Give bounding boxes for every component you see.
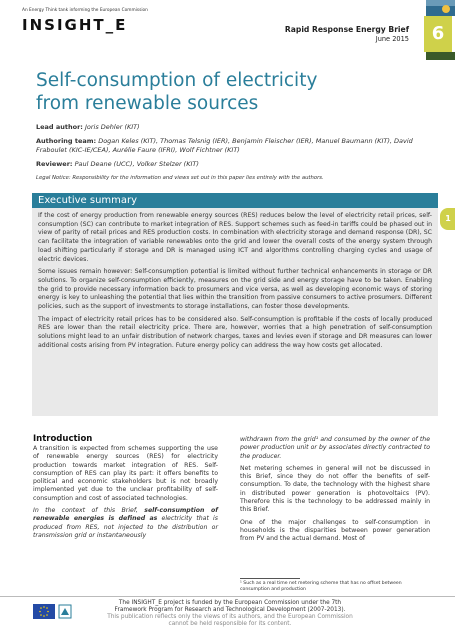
introduction-definition [33, 507, 218, 540]
footnote: ¹ Such as a real time net metering scheme that has no offset between consumption and production [240, 581, 402, 592]
introduction-paragraph [240, 436, 430, 461]
authoring-team-value: Dogan Keles (KIT), Thomas Telsnig (IER), Benjamin Fleischer (IER), Manuel Baumann (KIT), David Fraboulet (KIC-IE/CEA), Aurélie Faure (IFRI), Wolf Fichtner (KIT) [36, 137, 413, 154]
executive-summary-paragraph: The impact of electricity retail prices has to be considered also. Self-consumption is profitable if the costs of locally produced RES are lower than the retail electricity price. There are, however, worries that a high penetration of self-consumption solutions might lead to an unfair distribution of network charges, taxes and levies even if storage and DR measures can lower additional costs arising from PV integration. Future energy policy can address the way how costs get allocated. [38, 315, 432, 349]
insight-e-logo: INSIGHT_E [22, 16, 128, 34]
legal-notice: Legal Notice: Responsibility for the information and views set out in this paper lies entirely with the authors. [36, 175, 324, 181]
issue-number-badge: 6 [424, 16, 452, 52]
introduction-paragraph: Net metering schemes in general will not be discussed in this Brief, since they do not offer the benefits of self-consumption. To date, the technology with the highest share in distributed power generation is photovoltaics (PV). Therefore this is the technology to be addressed mainly in this Brief. [240, 464, 430, 514]
reviewer-label: Reviewer: [36, 160, 73, 168]
authoring-team-label: Authoring team: [36, 137, 97, 145]
footer-disclaimer: This publication reflects only the views of its authors, and the European Commission [107, 614, 353, 620]
brief-info [279, 20, 421, 46]
continued-definition: withdrawn from the grid¹ and consumed by the owner of the power production unit or by associates directly contracted to the producer. [240, 436, 430, 460]
authoring-team [36, 137, 426, 155]
brief-date: June 2015 [375, 35, 409, 43]
executive-summary-paragraph: If the cost of energy production from renewable energy sources (RES) reduces below the level of electricity retail prices, self-consumption (SC) can contribute to market integration of RES. Support schemes such as feed-in tariffs could be phased out in view of parity of retail prices and RES production costs. In combination with electricity storage and demand response (DR), SC can facilitate the integration of variable renewables onto the grid and lower the overall costs of the energy system through load shifting particularly if storage and DR is managed using ICT and algorithms controlling charging cycles and usage of electric devices. [38, 212, 432, 263]
executive-summary-heading: Executive summary [32, 193, 438, 208]
definition-bold: self-consumption of renewable energies is defined as [33, 507, 218, 523]
introduction-paragraph: A transition is expected from schemes supporting the use of renewable energy sources (RES) for electricity production towards market integration of RES. Self-consumption of RES can play its part: it offers benefits to political and economic stakeholders but is not broadly implemented yet due to the unclear profitability of self-consumption and cost of associated technologies. [33, 445, 218, 502]
executive-summary-paragraph: Some issues remain however: Self-consumption potential is limited without further technical enhancements in storage or DR solutions. To organize self-consumption efficiently, measures on the grid side and energy storage have to be taken. Enabling the grid to provide necessary information back to prosumers and vice versa, as well as developing economic ways of storing energy is key to unleashing the potential that lies within the transition from passive consumers to active prosumers. Different policies, such as the support of investments to storage installations, can foster those developments. [38, 268, 432, 311]
introduction-paragraph: One of the major challenges to self-consumption in households is the disparities between power generation from PV and the actual demand. Most of [240, 518, 430, 543]
fp7-logo-icon [58, 604, 72, 619]
reviewer [36, 160, 426, 169]
lead-author-label: Lead author: [36, 123, 83, 131]
tagline: An Energy Think tank informing the European Commission [22, 8, 148, 13]
definition-end: electricity that is produced from RES, not injected to the distribution or transmission grid or instantaneously [33, 515, 218, 539]
footer-line: Framework Program for Research and Technological Development (2007-2013). [114, 607, 346, 613]
page-title: Self-consumption of electricity from renewable sources [36, 70, 318, 114]
definition-start: In the context of this Brief, [33, 507, 145, 515]
footer-line: The INSIGHT_E project is funded by the European Commission under the 7th [118, 600, 342, 606]
page-header [0, 0, 455, 56]
page-badge: 1 [440, 208, 455, 230]
lead-author [36, 123, 426, 132]
introduction-right-column [240, 436, 430, 548]
executive-summary-body [32, 208, 438, 416]
footer-disclaimer: cannot be held responsible for its content. [168, 621, 292, 627]
introduction-left-column [33, 445, 218, 544]
brief-title: Rapid Response Energy Brief [284, 25, 409, 34]
reviewer-value: Paul Deane (UCC), Volker Stelzer (KIT) [74, 160, 199, 168]
footnote-divider [240, 578, 300, 579]
eu-flag-icon [33, 604, 55, 619]
introduction-heading: Introduction [33, 434, 93, 444]
lead-author-value: Joris Dehler (KIT) [84, 123, 140, 131]
